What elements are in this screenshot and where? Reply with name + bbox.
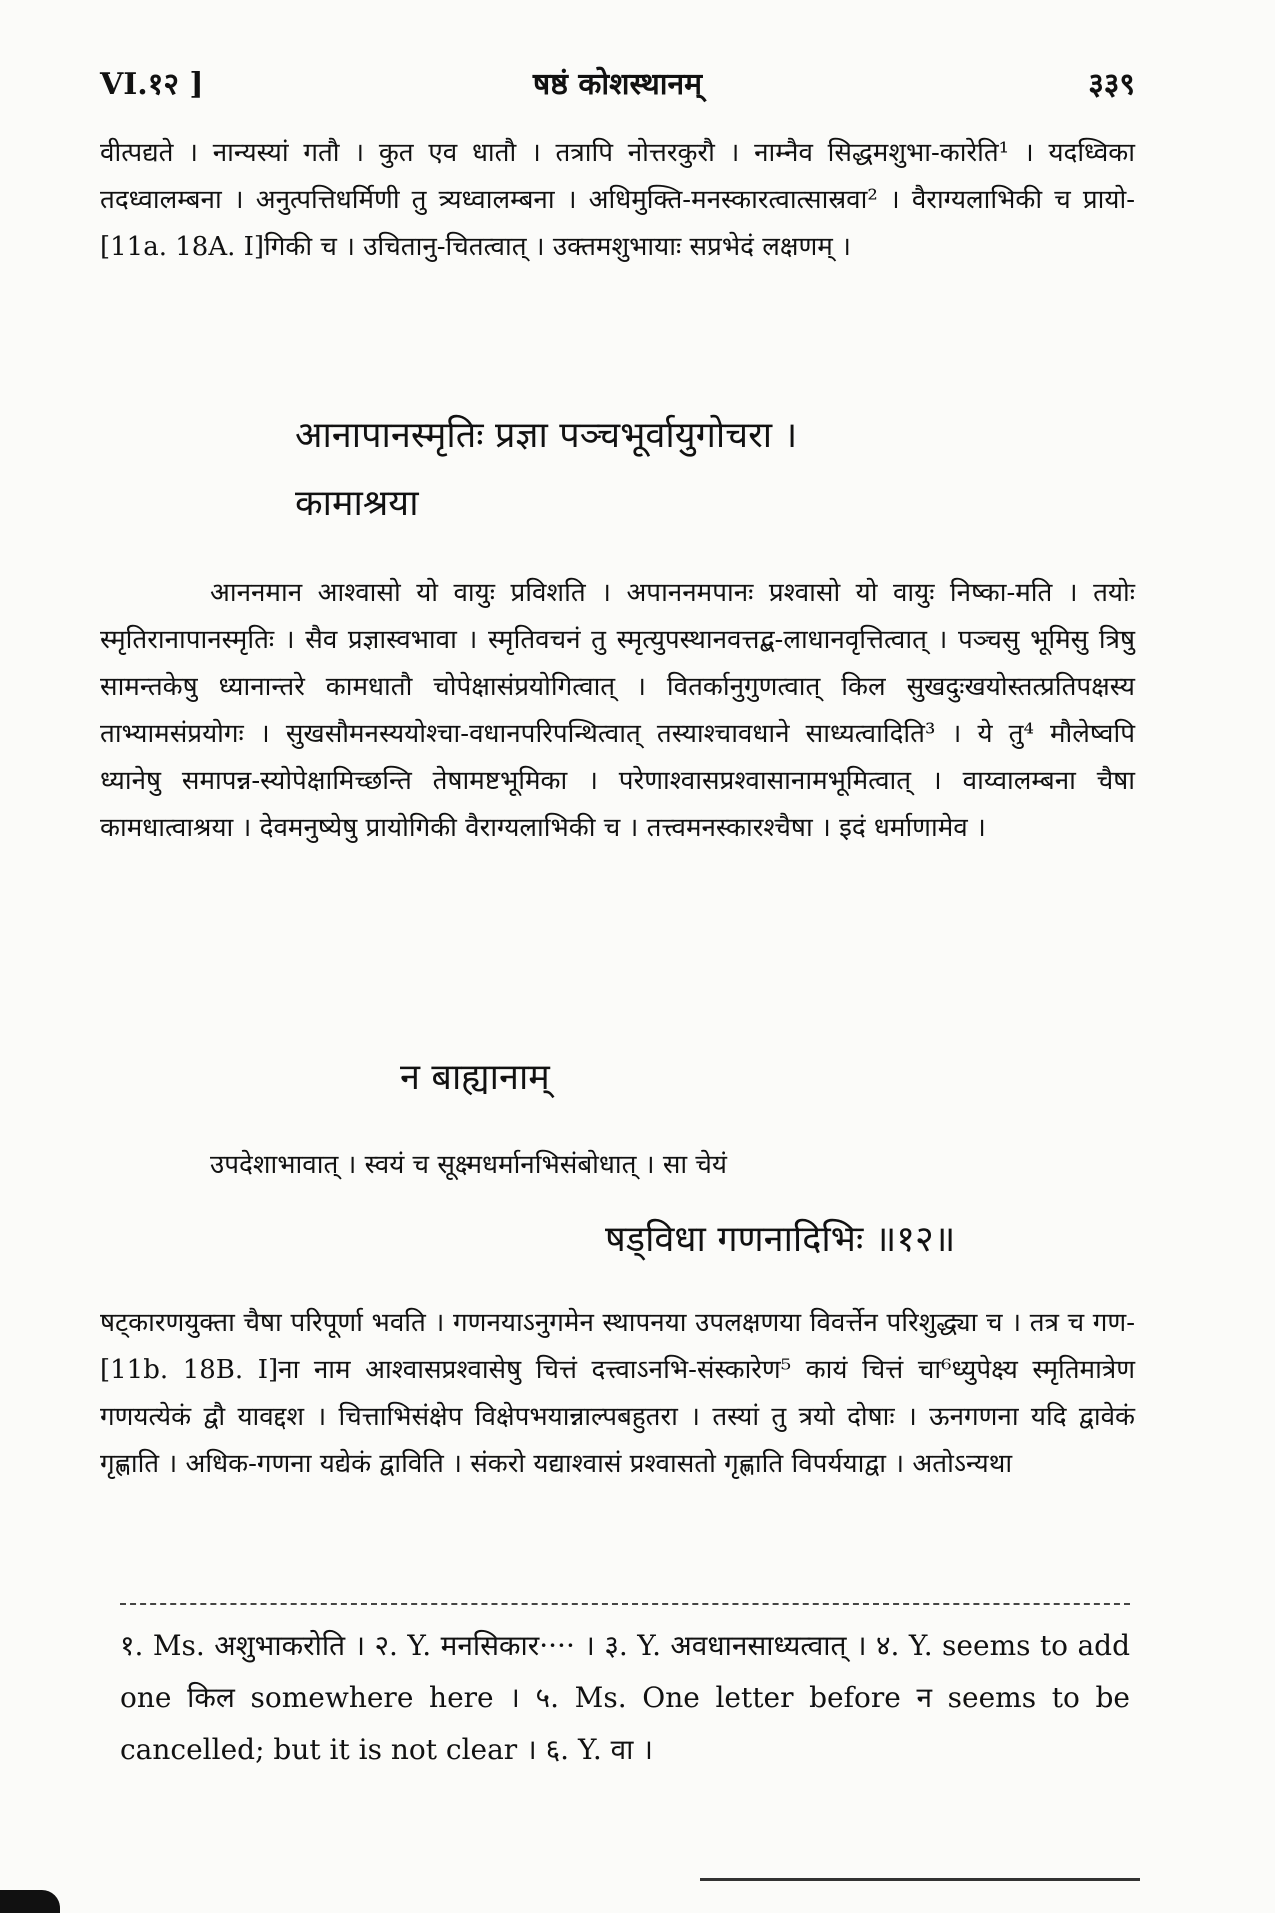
running-header — [100, 62, 1135, 112]
verse-line-4: षड्विधा गणनादिभिः ॥१२॥ — [605, 1219, 956, 1260]
verse-line-3: न बाह्यानाम् — [400, 1057, 550, 1098]
chapter-title: षष्ठं कोशस्थानम् — [532, 67, 703, 102]
commentary-paragraph-1: वीत्पद्यते । नान्यस्यां गतौ । कुत एव धातौ । तत्रापि नोत्तरकुरौ । नाम्नैव सिद्धमशुभा-कारेति¹ । यदध्विका तदध्वालम्बना । अनुत्पत्तिधर्मिणी तु त्र्यध्वालम्बना । अधिमुक्ति-मनस्कारत्वात्सास्रवा² । वैराग्यलाभिकी च प्रायो-[11a. 18A. I]गिकी च । उचितानु-चितत्वात् । उक्तमशुभायाः सप्रभेदं लक्षणम् । — [100, 138, 1135, 262]
footnote-divider — [120, 1603, 1130, 1605]
verse-line-1: आनापानस्मृतिः प्रज्ञा पञ्चभूर्वायुगोचरा । — [295, 415, 798, 456]
verse-line-2: कामाश्रया — [295, 483, 419, 524]
bottom-rule — [700, 1878, 1140, 1881]
commentary-paragraph-4: षट्कारणयुक्ता चैषा परिपूर्णा भवति । गणनयाऽनुगमेन स्थापनया उपलक्षणया विवर्त्तेन परिशुद्ध्या च । तत्र च गण-[11b. 18B. I]ना नाम आश्वासप्रश्वासेषु चित्तं दत्त्वाऽनभि-संस्कारेण⁵ कायं चित्तं चा⁶ध्युपेक्ष्य स्मृतिमात्रेण गणयत्येकं द्वौ यावद्दश । चित्ताभिसंक्षेप विक्षेपभयान्नाल्पबहुतरा । तस्यां तु त्रयो दोषाः । ऊनगणना यदि द्वावेकं गृह्णाति । अधिक-गणना यद्येकं द्वाविति । संकरो यद्याश्वासं प्रश्वासतो गृह्णाति विपर्ययाद्वा । अतोऽन्यथा — [100, 1308, 1135, 1479]
commentary-paragraph-2: आननमान आश्वासो यो वायुः प्रविशति । अपाननमपानः प्रश्वासो यो वायुः निष्का-मति । तयोः स्मृतिरानापानस्मृतिः । सैव प्रज्ञास्वभावा । स्मृतिवचनं तु स्मृत्युपस्थानवत्तद्ब-लाधानवृत्तित्वात् । पञ्चसु भूमिसु त्रिषु सामन्तकेषु ध्यानान्तरे कामधातौ चोपेक्षासंप्रयोगित्वात् । वितर्कानुगुणत्वात् किल सुखदुःखयोस्तत्प्रतिपक्षस्य ताभ्यामसंप्रयोगः । सुखसौमनस्ययोश्चा-वधानपरिपन्थित्वात् तस्याश्चावधाने साध्यत्वादिति³ । ये तु⁴ मौलेष्वपि ध्यानेषु समापन्न-स्योपेक्षामिच्छन्ति तेषामष्टभूमिका । परेणाश्वासप्रश्वासानामभूमित्वात् । वाय्वालम्बना चैषा कामधात्वाश्रया । देवमनुष्येषु प्रायोगिकी वैराग्यलाभिकी च । तत्त्वमनस्कारश्चैषा । इदं धर्माणामेव । — [100, 578, 1135, 843]
page-number: ३३९ — [1088, 67, 1135, 102]
page-edge-mark — [0, 1890, 60, 1913]
section-reference: VI.१२ ] — [100, 67, 204, 102]
commentary-paragraph-3: उपदेशाभावात् । स्वयं च सूक्ष्मधर्मानभिसंबोधात् । सा चेयं — [210, 1150, 727, 1180]
footnotes: १. Ms. अशुभाकरोति । २. Y. मनसिकार···· । ३. Y. अवधानसाध्यत्वात् । ४. Y. seems to add one किल somewhere here । ५. Ms. One letter before न seems to be cancelled; but it is not clear । ६. Y. वा । — [120, 1629, 1130, 1766]
